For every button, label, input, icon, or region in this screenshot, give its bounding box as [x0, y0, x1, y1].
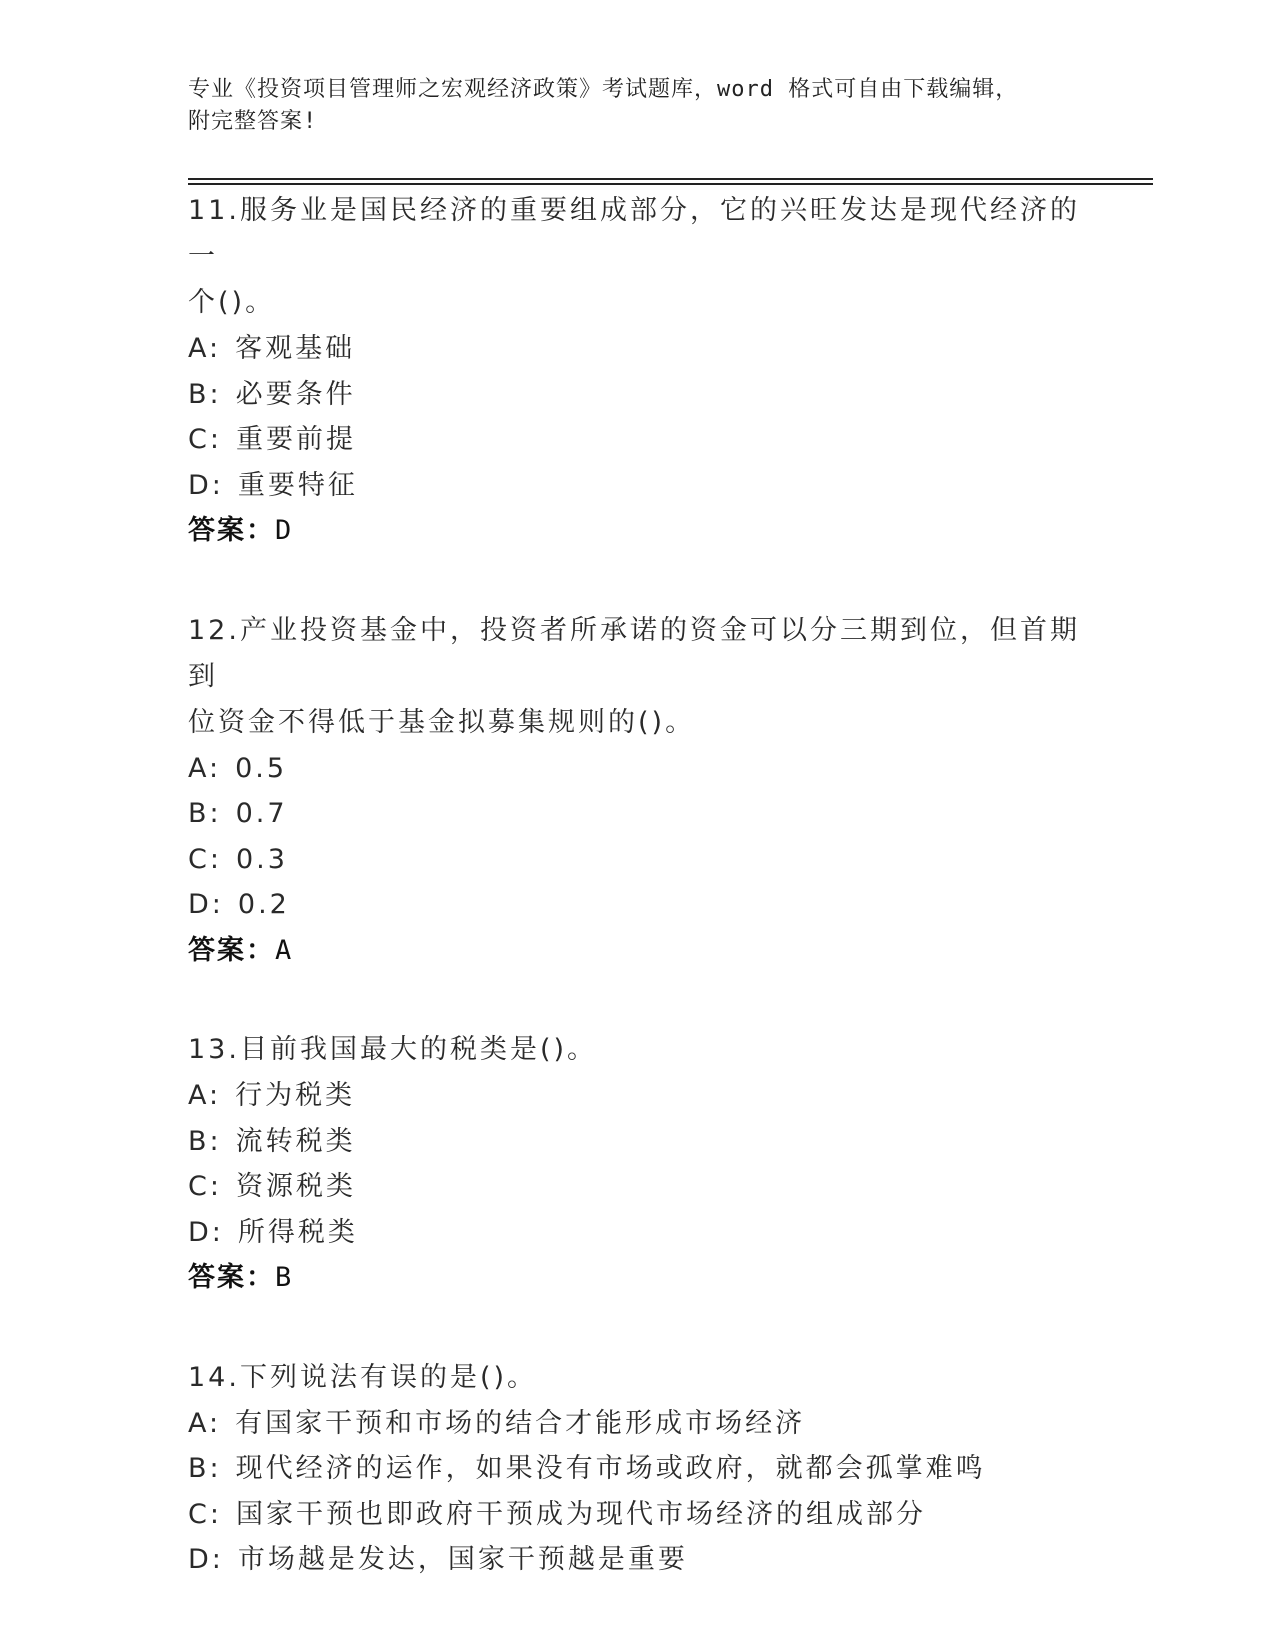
question-stem-line: 位资金不得低于基金拟募集规则的()。 [188, 706, 696, 738]
option-c [188, 837, 1088, 883]
option-letter: B: [188, 1453, 222, 1484]
header-divider-top [188, 178, 1153, 180]
question-stem-line: 13.目前我国最大的税类是()。 [188, 1034, 598, 1065]
option-text: 流转税类 [235, 1125, 356, 1157]
option-text: 客观基础 [235, 333, 356, 364]
question-14 [188, 1355, 1088, 1583]
answer-label: 答案： [188, 934, 275, 966]
answer-value: A [275, 934, 294, 966]
option-letter: A: [188, 333, 222, 364]
question-stem [188, 188, 1088, 326]
option-text: 行为税类 [235, 1080, 356, 1111]
option-letter: D: [188, 1216, 224, 1248]
question-stem [188, 1027, 1088, 1073]
question-stem-line: 14.下列说法有误的是()。 [188, 1361, 538, 1393]
option-text: 现代经济的运作，如果没有市场或政府，就都会孤掌难鸣 [235, 1453, 986, 1484]
option-a [188, 746, 1088, 792]
option-b [188, 372, 1088, 418]
spacer [188, 983, 1088, 1027]
spacer [188, 564, 1088, 608]
answer-value: B [275, 1262, 294, 1293]
question-stem-line: 个()。 [188, 287, 276, 318]
option-letter: A: [188, 1080, 222, 1111]
option-letter: B: [188, 798, 222, 829]
option-text: 重要特征 [237, 469, 358, 501]
question-11 [188, 188, 1088, 554]
option-d [188, 463, 1088, 509]
option-text: 0.2 [237, 889, 290, 920]
option-b [188, 791, 1088, 837]
option-text: 有国家干预和市场的结合才能形成市场经济 [235, 1407, 806, 1439]
question-stem-line: 12.产业投资基金中，投资者所承诺的资金可以分三期到位，但首期到 [188, 614, 1080, 692]
option-letter: C: [188, 1171, 222, 1202]
option-d [188, 1210, 1088, 1256]
option-letter: B: [188, 1125, 222, 1157]
option-text: 重要前提 [235, 424, 356, 455]
option-c [188, 417, 1088, 463]
option-letter: A: [188, 752, 222, 784]
option-text: 0.7 [235, 798, 288, 829]
header-line-2: 附完整答案! [188, 109, 318, 134]
option-a [188, 1401, 1088, 1447]
option-d [188, 1537, 1088, 1583]
header-divider-bottom [188, 183, 1153, 185]
option-text: 必要条件 [235, 378, 356, 410]
option-text: 资源税类 [235, 1171, 356, 1202]
spacer [188, 1311, 1088, 1355]
answer-value: D [275, 515, 294, 546]
option-letter: B: [188, 378, 222, 410]
answer-line [188, 508, 1088, 554]
option-text: 市场越是发达，国家干预越是重要 [237, 1544, 688, 1575]
option-b [188, 1119, 1088, 1165]
answer-label: 答案： [188, 515, 275, 546]
question-13 [188, 1027, 1088, 1301]
header-line-1: 专业《投资项目管理师之宏观经济政策》考试题库，word 格式可自由下载编辑， [188, 77, 1019, 102]
question-stem [188, 608, 1088, 746]
option-text: 所得税类 [237, 1216, 358, 1248]
document-header [188, 74, 1088, 138]
question-stem [188, 1355, 1088, 1401]
option-a [188, 1073, 1088, 1119]
answer-line [188, 928, 1088, 974]
question-12 [188, 608, 1088, 974]
option-d [188, 882, 1088, 928]
answer-line [188, 1255, 1088, 1301]
option-letter: D: [188, 1544, 224, 1575]
option-text: 0.3 [235, 843, 288, 875]
option-letter: A: [188, 1407, 222, 1439]
answer-label: 答案： [188, 1262, 275, 1293]
option-letter: D: [188, 889, 224, 920]
option-letter: D: [188, 469, 224, 501]
question-list [188, 188, 1088, 1593]
question-stem-line: 11.服务业是国民经济的重要组成部分，它的兴旺发达是现代经济的一 [188, 195, 1080, 272]
option-c [188, 1164, 1088, 1210]
option-text: 0.5 [235, 752, 288, 784]
option-letter: C: [188, 843, 222, 875]
option-text: 国家干预也即政府干预成为现代市场经济的组成部分 [235, 1498, 926, 1530]
option-letter: C: [188, 424, 222, 455]
option-a [188, 326, 1088, 372]
option-b [188, 1446, 1088, 1492]
option-letter: C: [188, 1498, 222, 1530]
option-c [188, 1492, 1088, 1538]
